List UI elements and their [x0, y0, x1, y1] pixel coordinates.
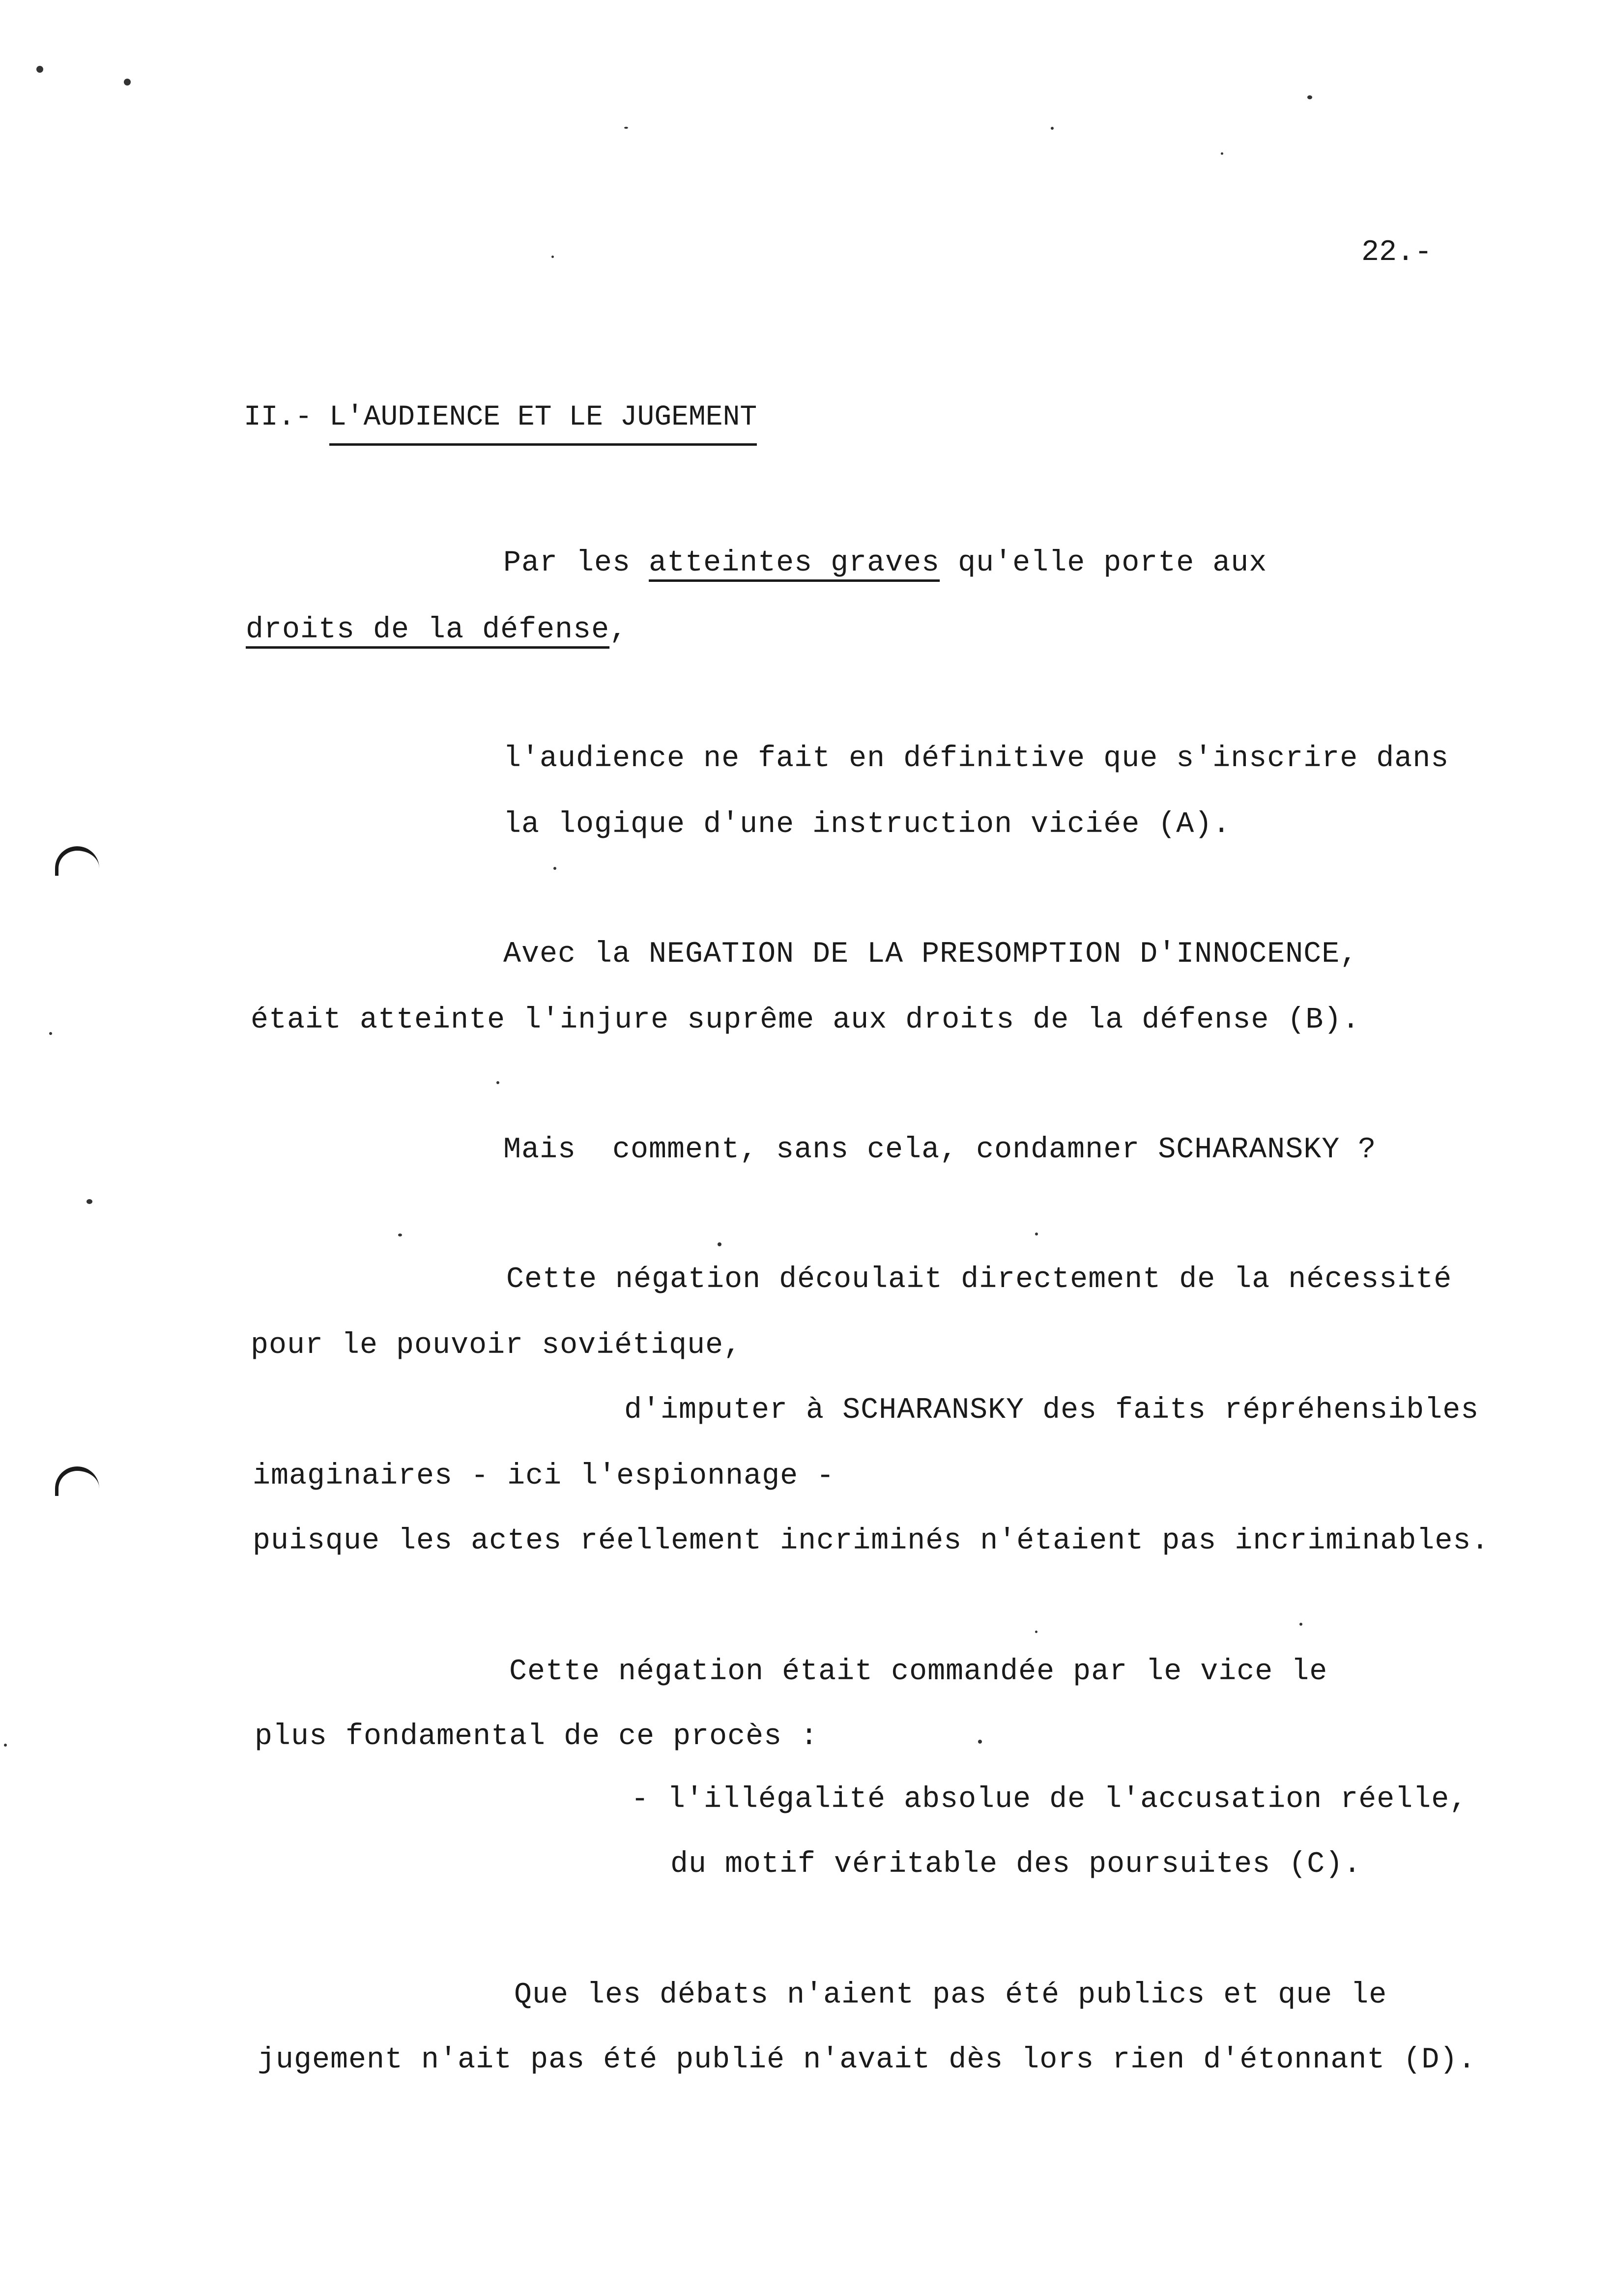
paragraph-2-line-1: l'audience ne fait en définitive que s'inscrire dans: [503, 742, 1449, 775]
paragraph-5-line-1: Cette négation découlait directement de la nécessité: [506, 1263, 1452, 1296]
scan-speck: [496, 1081, 499, 1084]
paragraph-3-line-2: était atteinte l'injure suprême aux droits de la défense (B).: [251, 1004, 1360, 1037]
paragraph-3-line-1: Avec la NEGATION DE LA PRESOMPTION D'INNOCENCE,: [503, 938, 1358, 971]
paragraph-7-line-1: Que les débats n'aient pas été publics et que le: [514, 1979, 1387, 2012]
paragraph-1-text-end: ,: [609, 613, 628, 647]
paragraph-5-line-4: imaginaires - ici l'espionnage -: [253, 1460, 835, 1493]
paragraph-6-line-2: plus fondamental de ce procès :: [255, 1720, 819, 1753]
scan-speck: [551, 256, 554, 258]
section-title: L'AUDIENCE ET LE JUGEMENT: [329, 402, 757, 446]
scan-speck: [49, 1032, 52, 1035]
scan-speck: [398, 1234, 402, 1236]
scan-speck: [1051, 127, 1054, 130]
paragraph-1-line-1: [503, 545, 1267, 581]
paragraph-6-line-4: du motif véritable des poursuites (C).: [670, 1848, 1362, 1881]
underlined-phrase-droits: droits de la défense: [246, 613, 610, 647]
scan-speck: [1299, 1623, 1302, 1626]
scan-speck: [718, 1242, 721, 1246]
paragraph-5-line-2: pour le pouvoir soviétique,: [251, 1329, 742, 1362]
scan-speck: [1221, 152, 1223, 155]
paragraph-4-line-1: Mais comment, sans cela, condamner SCHARANSKY ?: [503, 1133, 1377, 1167]
paragraph-6-line-3: - l'illégalité absolue de l'accusation réelle,: [631, 1783, 1468, 1816]
paragraph-7-line-2: jugement n'ait pas été publié n'avait dès lors rien d'étonnant (D).: [258, 2043, 1476, 2077]
paragraph-5-line-3: d'imputer à SCHARANSKY des faits répréhensibles: [624, 1394, 1479, 1427]
scan-speck: [4, 1744, 7, 1747]
paragraph-1-line-2: [246, 612, 628, 648]
paragraph-1-text-middle: qu'elle porte aux: [940, 546, 1267, 580]
paragraph-2-line-2: la logique d'une instruction viciée (A).: [503, 808, 1231, 841]
section-heading: [244, 400, 757, 435]
scan-speck: [124, 79, 131, 86]
scan-speck: [624, 127, 628, 129]
page-number: 22.-: [1361, 236, 1433, 269]
scan-speck: [1035, 1233, 1038, 1235]
scan-speck: [1307, 95, 1312, 99]
scan-speck: [978, 1740, 982, 1744]
scan-speck: [36, 66, 43, 73]
punch-hole-mark: [55, 846, 99, 876]
punch-hole-mark: [55, 1466, 99, 1496]
scan-speck: [1035, 1631, 1037, 1633]
paragraph-1-text-start: Par les: [503, 546, 631, 580]
scan-speck: [553, 867, 556, 870]
paragraph-6-line-1: Cette négation était commandée par le vice le: [509, 1655, 1328, 1689]
paragraph-5-line-5: puisque les actes réellement incriminés n'étaient pas incriminables.: [253, 1524, 1490, 1558]
section-number: II.-: [244, 402, 313, 433]
scan-speck: [86, 1199, 92, 1204]
underlined-phrase-atteintes: atteintes graves: [649, 546, 940, 580]
